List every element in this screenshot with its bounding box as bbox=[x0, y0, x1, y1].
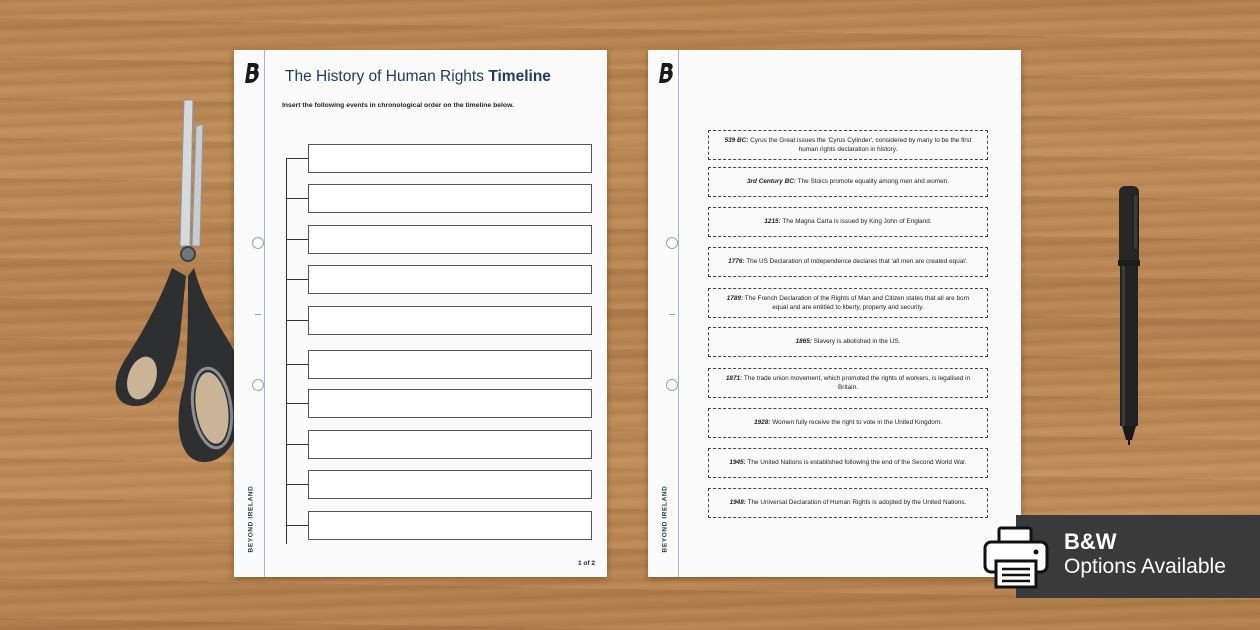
event-card: 539 BC: Cyrus the Great issues the 'Cyrus Cylinder', considered by many to be the first human rights declaration in history. bbox=[708, 130, 988, 160]
timeline-answer-box bbox=[308, 470, 592, 499]
brand-label: BEYOND IRELAND bbox=[661, 485, 669, 553]
timeline-slot bbox=[286, 225, 591, 254]
timeline-slot bbox=[286, 350, 591, 379]
timeline-answer-box bbox=[308, 511, 592, 540]
event-card: 1928: Women fully receive the right to vote in the United Kingdom. bbox=[708, 408, 988, 438]
brand-label: BEYOND IRELAND bbox=[247, 485, 255, 553]
timeline-answer-box bbox=[308, 265, 592, 294]
punch-hole bbox=[252, 237, 264, 249]
printer-icon bbox=[982, 525, 1050, 591]
timeline-slot bbox=[286, 511, 591, 540]
scissors-image bbox=[100, 96, 250, 468]
fold-mark bbox=[255, 314, 261, 315]
timeline-slot bbox=[286, 470, 591, 499]
timeline-answer-box bbox=[308, 184, 592, 213]
punch-hole bbox=[666, 237, 678, 249]
event-card: 3rd Century BC: The Stoics promote equality among men and women. bbox=[708, 167, 988, 197]
timeline-slot bbox=[286, 265, 591, 294]
worksheet-page-1 bbox=[234, 50, 607, 577]
event-card: 1776: The US Declaration of Independence declares that 'all men are created equal'. bbox=[708, 247, 988, 277]
timeline-slot bbox=[286, 184, 591, 213]
timeline-slot bbox=[286, 430, 591, 459]
badge-subtitle: Options Available bbox=[1064, 555, 1226, 578]
timeline-answer-box bbox=[308, 306, 592, 335]
timeline-answer-box bbox=[308, 430, 592, 459]
timeline-slot bbox=[286, 389, 591, 418]
fold-mark bbox=[669, 314, 675, 315]
event-card: 1871: The trade union movement, which promoted the rights of workers, is legalised in Britain. bbox=[708, 368, 988, 398]
timeline-answer-box bbox=[308, 225, 592, 254]
page-number: 1 of 2 bbox=[578, 560, 595, 567]
event-card: 1945: The United Nations is established following the end of the Second World War. bbox=[708, 448, 988, 478]
event-card: 1789: The French Declaration of the Rights of Man and Citizen states that all are born equal and are entitled to liberty, property and security. bbox=[708, 288, 988, 318]
brand-logo-icon bbox=[243, 62, 261, 84]
worksheet-page-2 bbox=[648, 50, 1021, 577]
punch-hole bbox=[666, 379, 678, 391]
timeline-answer-box bbox=[308, 350, 592, 379]
pen-image bbox=[1114, 184, 1146, 446]
event-card: 1948: The Universal Declaration of Human Rights is adopted by the United Nations. bbox=[708, 488, 988, 518]
timeline-answer-box bbox=[308, 389, 592, 418]
instruction-text: Insert the following events in chronological order on the timeline below. bbox=[282, 102, 515, 109]
event-card: 1215: The Magna Carta is issued by King John of England. bbox=[708, 207, 988, 237]
punch-hole bbox=[252, 379, 264, 391]
bw-options-badge bbox=[1016, 515, 1260, 598]
timeline-slot bbox=[286, 144, 591, 173]
badge-title: B&W bbox=[1064, 529, 1117, 554]
brand-logo-icon bbox=[657, 62, 675, 84]
event-card: 1865: Slavery is abolished in the US. bbox=[708, 327, 988, 357]
timeline-answer-box bbox=[308, 144, 592, 173]
timeline-slot bbox=[286, 306, 591, 335]
page-title: The History of Human Rights Timeline bbox=[285, 68, 551, 85]
